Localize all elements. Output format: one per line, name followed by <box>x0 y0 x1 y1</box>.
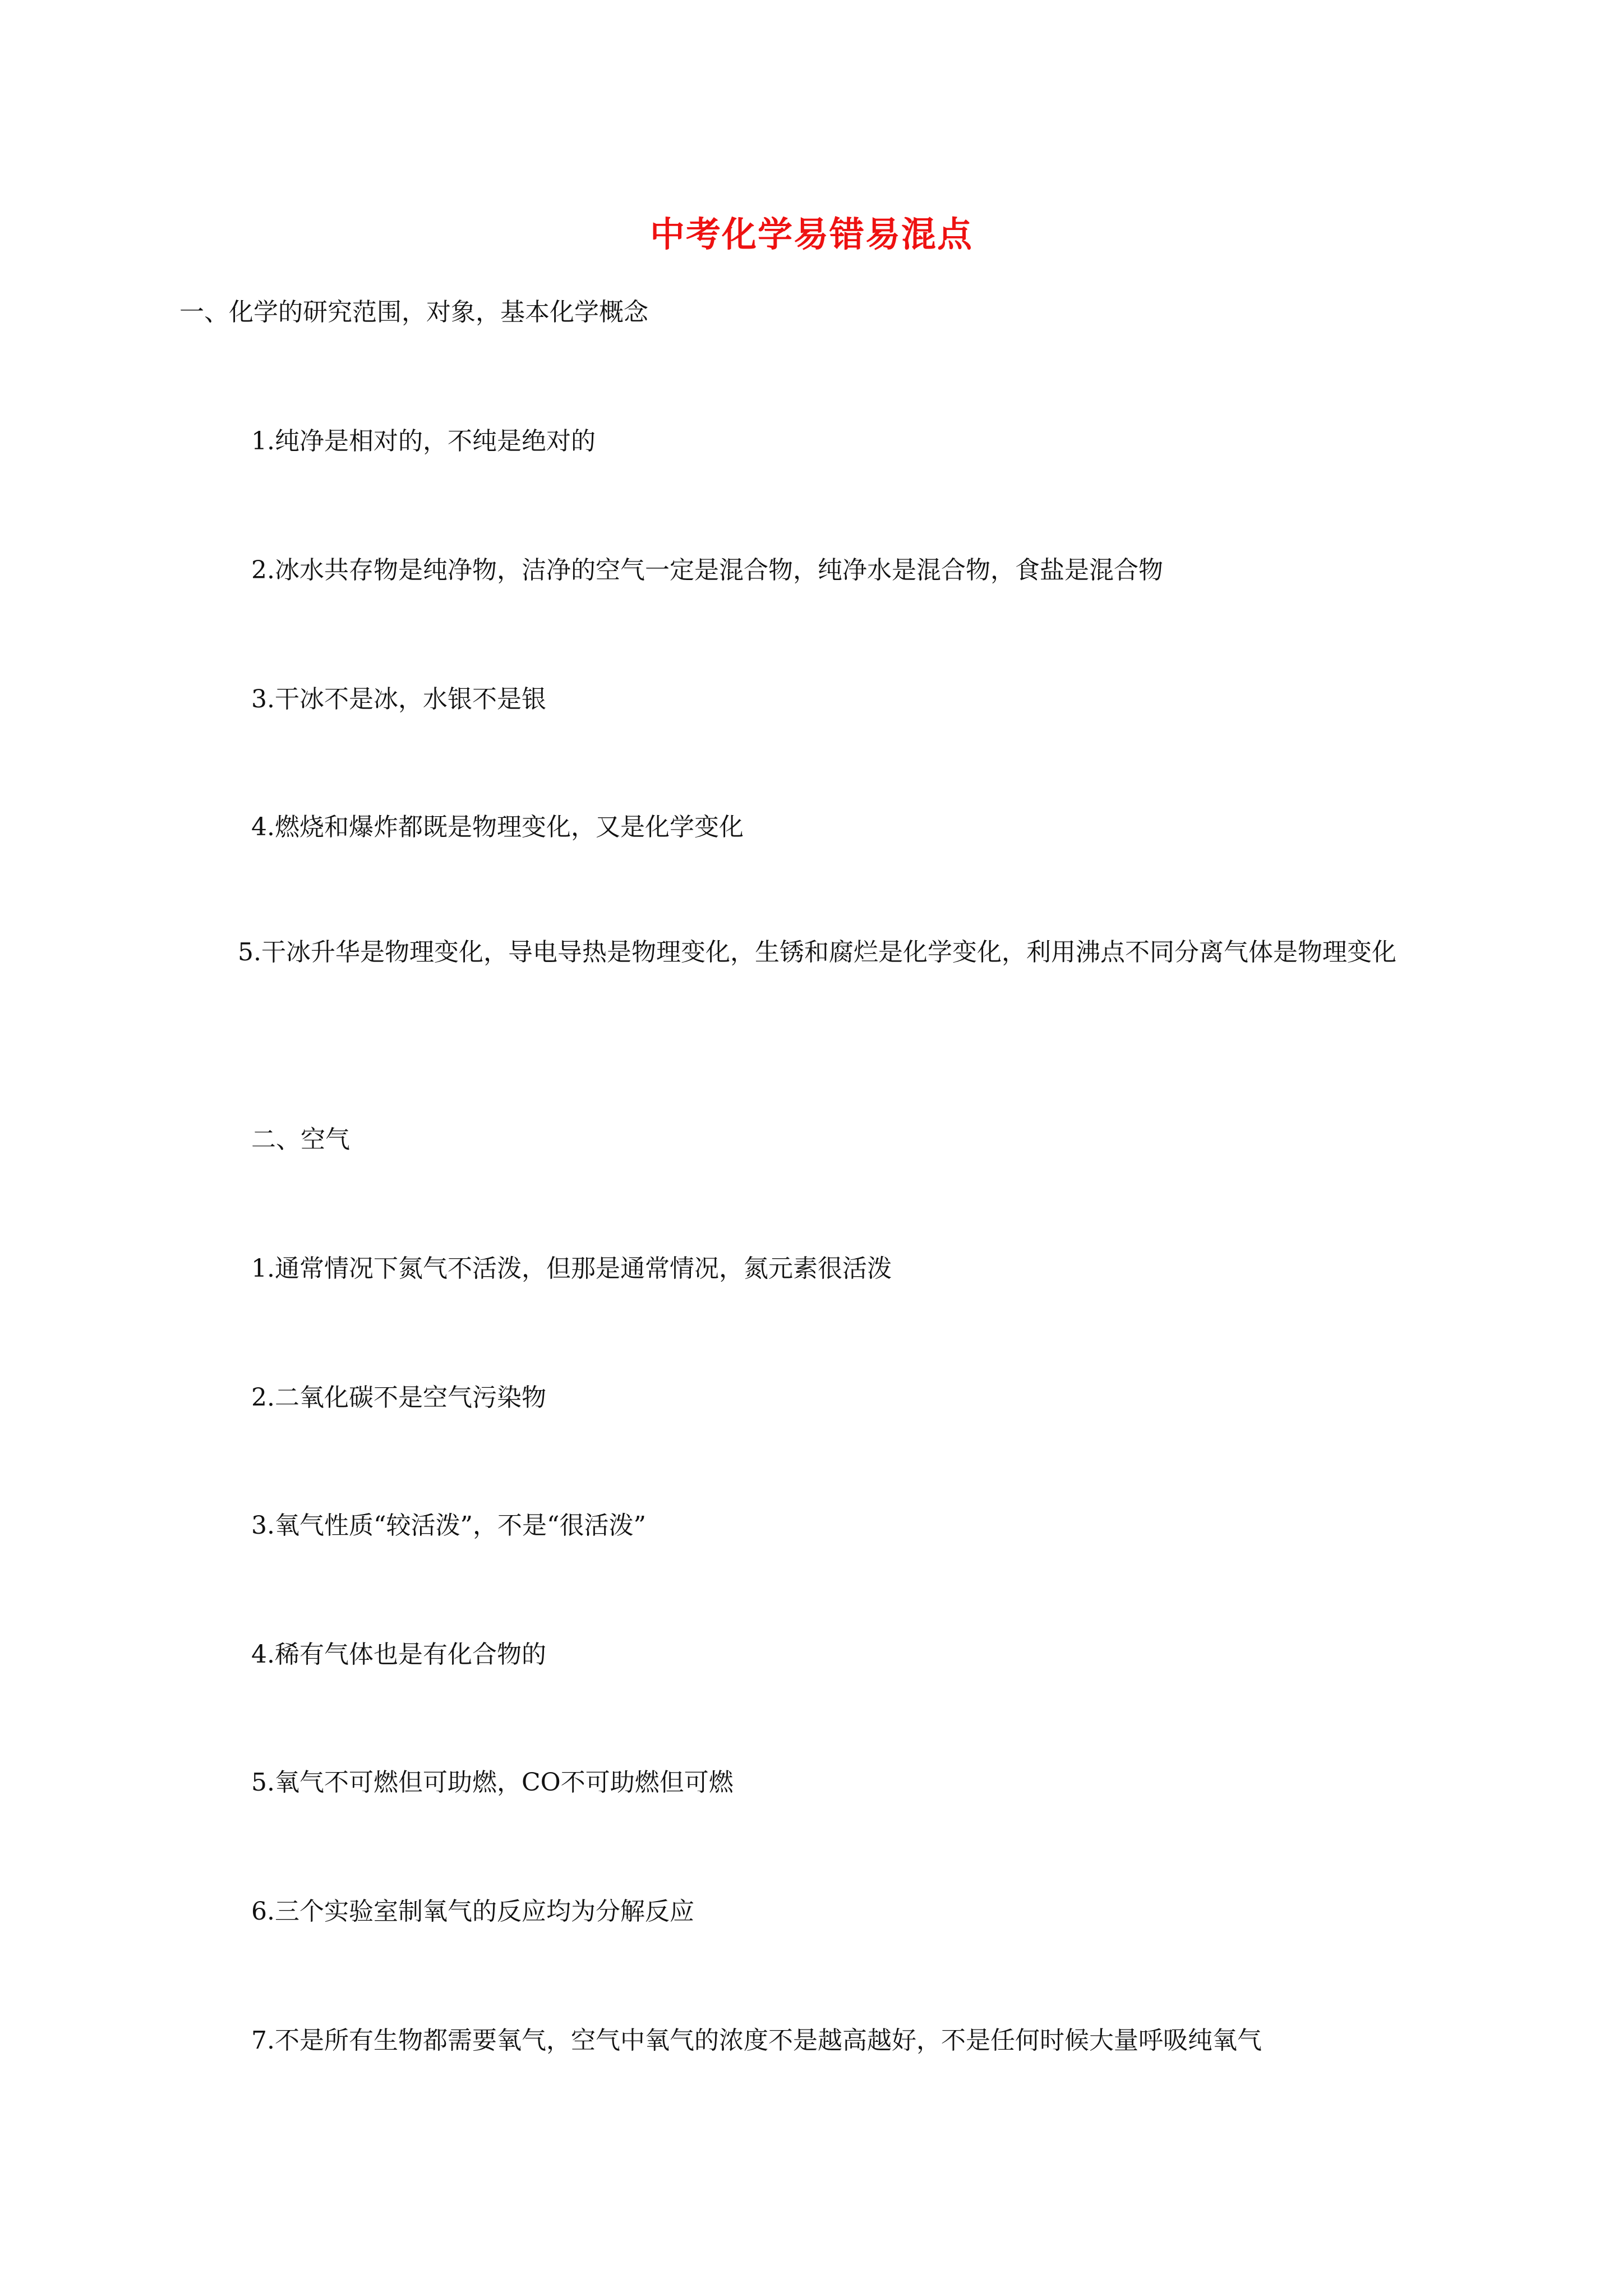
list-item: 1.通常情况下氮气不活泼，但那是通常情况，氮元素很活泼 <box>251 1254 892 1283</box>
document-title: 中考化学易错易混点 <box>649 214 973 255</box>
list-item: 4.燃烧和爆炸都既是物理变化，又是化学变化 <box>251 813 744 841</box>
list-item: 4.稀有气体也是有化合物的 <box>251 1640 546 1669</box>
list-item: 6.三个实验室制氧气的反应均为分解反应 <box>251 1897 694 1926</box>
list-item: 3.氧气性质“较活泼”，不是“很活泼” <box>251 1511 646 1540</box>
list-item: 3.干冰不是冰，水银不是银 <box>251 685 546 714</box>
section-heading-1: 一、化学的研究范围，对象，基本化学概念 <box>179 298 648 326</box>
list-item: 7.不是所有生物都需要氧气，空气中氧气的浓度不是越高越好，不是任何时候大量呼吸纯氧气 <box>251 2026 1262 2055</box>
section-heading-2: 二、空气 <box>251 1125 350 1154</box>
list-item: 5.干冰升华是物理变化，导电导热是物理变化，生锈和腐烂是化学变化，利用沸点不同分离气体是物理变化 <box>238 938 1396 967</box>
list-item: 2.二氧化碳不是空气污染物 <box>251 1383 546 1412</box>
list-item: 1.纯净是相对的，不纯是绝对的 <box>251 427 596 455</box>
list-item: 5.氧气不可燃但可助燃，CO不可助燃但可燃 <box>251 1768 734 1797</box>
list-item: 2.冰水共存物是纯净物，洁净的空气一定是混合物，纯净水是混合物，食盐是混合物 <box>251 556 1163 585</box>
